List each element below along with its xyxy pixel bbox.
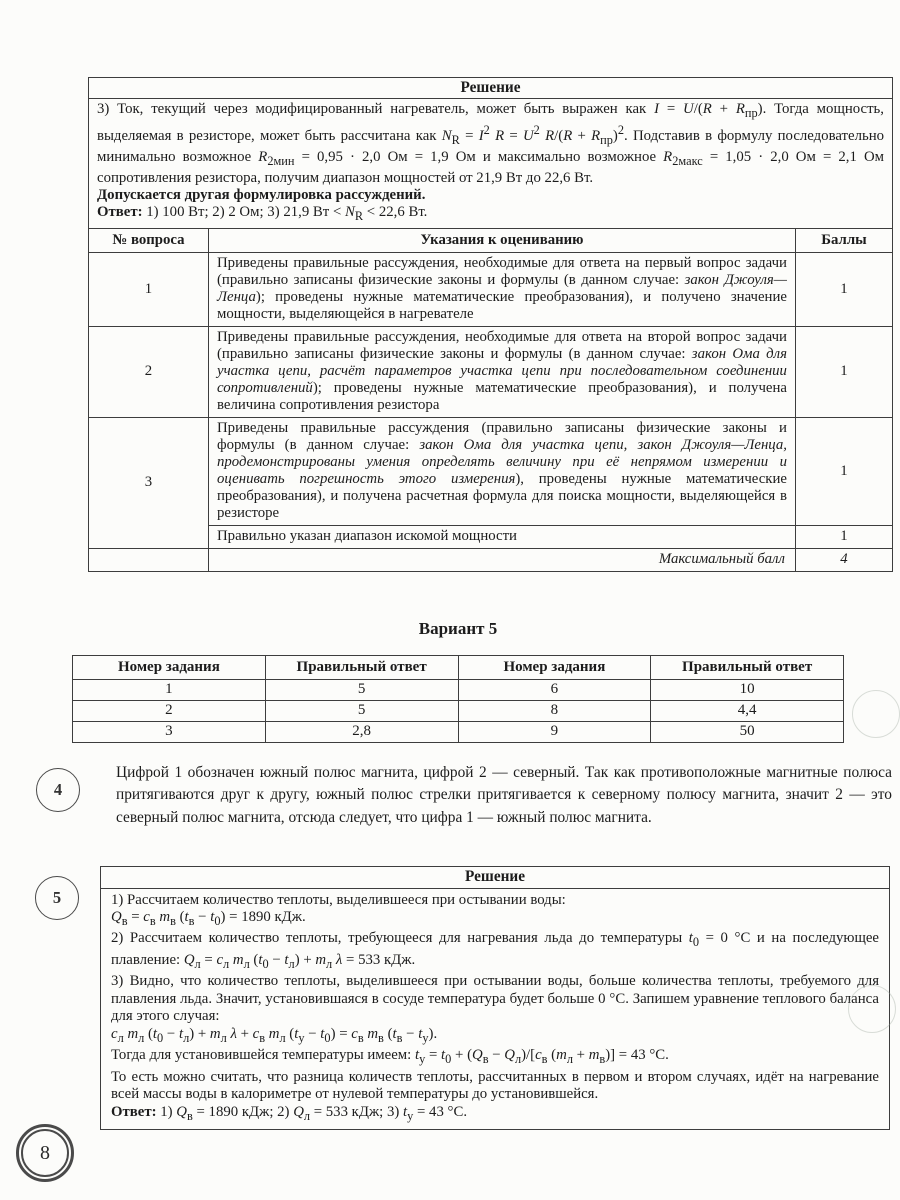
task4-number-badge bbox=[36, 768, 80, 812]
scan-artifact-circle bbox=[848, 985, 896, 1033]
solution3-paragraph: 3) Ток, текущий через модифицированный нагреватель, может быть выражен как $I = U/(R + R_{пр})$. Тогда мощность, выделяемая в резисторе, может быть рассчитана как $N_R = I^2$ $R = U^2$ $R/(R + R_{пр})^2$. Подставив в формулу последовательно минимально возможное $R_{2мин} = 0,95 \cdot 2,0$ Ом = 1,9 Ом и максимально возможное $R_{2макс} = 1,05 \cdot 2,0$ Ом = 2,1 Ом сопротивления резистора, получим диапазон мощностей от 21,9 Вт до 22,6 Вт. bbox=[97, 101, 885, 186]
task4-answer-text: Цифрой 1 обозначен южный полюс магнита, цифрой 2 — северный. Так как противоположные магнитные полюса притягиваются друг к другу, южный полюс стрелки притягивается к северному полюсу магнита, значит 2 — это северный полюс магнита, отсюда следует, что цифра 1 — южный полюс магнита. bbox=[116, 764, 892, 826]
answers-header-answer-1: Правильный ответ bbox=[265, 656, 458, 680]
variant5-answers-block bbox=[72, 655, 844, 743]
criteria-row-3 bbox=[89, 417, 893, 525]
criteria-row3b-text: Правильно указан диапазон искомой мощности bbox=[209, 525, 796, 548]
task4-number: 4 bbox=[53, 780, 63, 799]
criteria-total-empty-cell bbox=[89, 548, 209, 571]
criteria-row-2 bbox=[89, 326, 893, 417]
criteria-row2-number: 2 bbox=[89, 326, 209, 417]
solution5-step2: 2) Рассчитаем количество теплоты, требующееся для нагревания льда до температуры $t_0 = 0$ °С и на последующее плавление: $Q_л = c_л$ $m_л$ $(t_0 - t_л) + m_л$ λ = 533 кДж. bbox=[111, 930, 879, 971]
answers-header-task-2: Номер задания bbox=[458, 656, 651, 680]
criteria-total-row bbox=[89, 548, 893, 571]
answers-cell: 8 bbox=[458, 701, 651, 722]
answers-cell: 2,8 bbox=[265, 722, 458, 743]
criteria-row2-points: 1 bbox=[795, 326, 892, 417]
variant5-answers-table bbox=[72, 655, 844, 743]
solution3-body bbox=[89, 99, 893, 229]
variant5-heading-wrap bbox=[72, 619, 844, 639]
answers-row-2 bbox=[73, 701, 844, 722]
criteria-row3-points: 1 bbox=[795, 417, 892, 525]
answers-cell: 5 bbox=[265, 701, 458, 722]
answers-header-row bbox=[73, 656, 844, 680]
answers-header-task-1: Номер задания bbox=[73, 656, 266, 680]
answers-cell: 1 bbox=[73, 680, 266, 701]
solution5-table bbox=[100, 866, 890, 1130]
criteria-total-label: Максимальный балл bbox=[209, 548, 796, 571]
page-number: 8 bbox=[21, 1129, 69, 1177]
answers-cell: 4,4 bbox=[651, 701, 844, 722]
solution5-step4: Тогда для установившейся температуры имеем: $t_у = t_0 + (Q_в - Q_л)/[c_в$ $(m_л + m_в)] = 43$ °С. bbox=[111, 1047, 669, 1067]
answers-cell: 2 bbox=[73, 701, 266, 722]
solution5-block bbox=[100, 866, 890, 1130]
solution5-answer: Ответ: 1) $Q_в = 1890$ кДж; 2) $Q_л = 533$ кДж; 3) $t_у = 43$ °С. bbox=[111, 1103, 468, 1123]
solution5-formula2: $c_л$ $m_л$ $(t_0 - t_л) + m_л$ $\lambda + c_в$ $m_л$ $(t_у - t_0) = c_в$ $m_в$ $(t_в - t_у)$. bbox=[111, 1025, 438, 1045]
solution5-step3: 3) Видно, что количество теплоты, выделившееся при остывании воды, больше количества теплоты, требуемого для плавления льда. Значит, установившаяся в сосуде температура будет больше 0 °С. Запишем уравнение теплового баланса для этого случая: bbox=[111, 973, 879, 1025]
solution5-body bbox=[101, 888, 890, 1130]
task5-number-badge bbox=[35, 876, 79, 920]
answers-cell: 5 bbox=[265, 680, 458, 701]
variant5-title: Вариант 5 bbox=[418, 619, 498, 638]
scan-artifact-circle bbox=[852, 690, 900, 738]
solution3-answer: Ответ: 1) 100 Вт; 2) 2 Ом; 3) 21,9 Вт < $N_R < 22,6$ Вт. bbox=[97, 203, 428, 223]
criteria-row1-points: 1 bbox=[795, 252, 892, 326]
answers-cell: 10 bbox=[651, 680, 844, 701]
solution5-formula1: $Q_в = c_в$ $m_в$ $(t_в - t_0) = 1890$ кДж. bbox=[111, 909, 306, 928]
answers-cell: 3 bbox=[73, 722, 266, 743]
solution3-table bbox=[88, 77, 893, 572]
solution3-title: Решение bbox=[89, 78, 893, 99]
criteria-row1-number: 1 bbox=[89, 252, 209, 326]
criteria-header-points: Баллы bbox=[795, 228, 892, 252]
answers-row-1 bbox=[73, 680, 844, 701]
answers-header-answer-2: Правильный ответ bbox=[651, 656, 844, 680]
criteria-header-row bbox=[89, 228, 893, 252]
solution5-title: Решение bbox=[101, 867, 890, 889]
answers-row-3 bbox=[73, 722, 844, 743]
criteria-row2-text: Приведены правильные рассуждения, необходимые для ответа на второй вопрос задачи (правильно записаны физические законы и формулы (в данном случае: закон Ома для участка цепи, расчёт параметров участка цепи при последовательном соединении сопротивлений); проведены нужные математические преобразования), и получена величина сопротивления резистора bbox=[209, 326, 796, 417]
criteria-row-1 bbox=[89, 252, 893, 326]
answers-cell: 9 bbox=[458, 722, 651, 743]
answers-cell: 6 bbox=[458, 680, 651, 701]
criteria-row3-number: 3 bbox=[89, 417, 209, 548]
criteria-row-3b bbox=[89, 525, 893, 548]
solution3-block bbox=[88, 77, 893, 572]
criteria-row1-text: Приведены правильные рассуждения, необходимые для ответа на первый вопрос задачи (правильно записаны физические законы и формулы (в данном случае: закон Джоуля—Ленца); проведены нужные математические преобразования), и получено значение мощности, выделяющейся в нагревателе bbox=[209, 252, 796, 326]
task5-number: 5 bbox=[52, 888, 62, 907]
solution5-step1: 1) Рассчитаем количество теплоты, выделившееся при остывании воды: bbox=[111, 891, 566, 908]
criteria-total-points: 4 bbox=[795, 548, 892, 571]
page-number-badge bbox=[16, 1124, 74, 1182]
answers-cell: 50 bbox=[651, 722, 844, 743]
criteria-header-guidelines: Указания к оцениванию bbox=[209, 228, 796, 252]
criteria-row3-text: Приведены правильные рассуждения (правильно записаны физические законы и формулы (в данном случае: закон Ома для участка цепи, закон Джоуля—Ленца, продемонстрированы умения определять величину при её непрямом измерении и оценивать погрешность этого измерения), проведены нужные математические преобразования), и получена расчетная формула для поиска мощности, выделяющейся в резисторе bbox=[209, 417, 796, 525]
criteria-row3b-points: 1 bbox=[795, 525, 892, 548]
solution3-note: Допускается другая формулировка рассуждений. bbox=[97, 186, 426, 203]
solution5-step5: То есть можно считать, что разница количеств теплоты, рассчитанных в первом и втором случаях, идёт на нагревание всей массы воды в калориметре от нулевой температуры до установившейся. bbox=[111, 1068, 879, 1103]
criteria-header-number: № вопроса bbox=[89, 228, 209, 252]
